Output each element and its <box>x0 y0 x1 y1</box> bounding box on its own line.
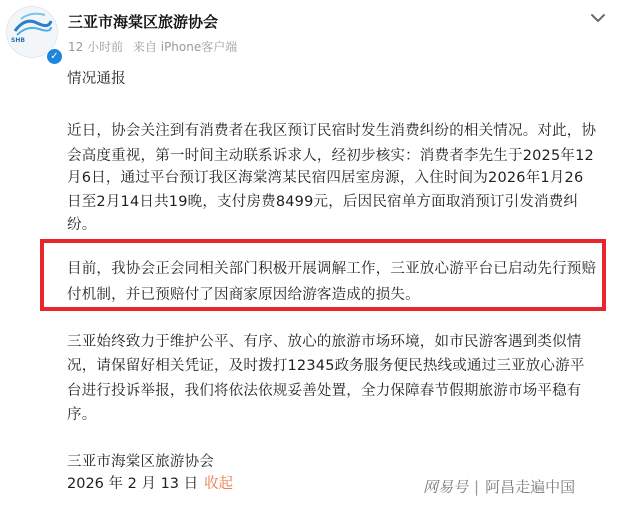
account-name[interactable]: 三亚市海棠区旅游协会 <box>68 13 219 31</box>
signoff-date-row <box>67 472 233 493</box>
post-source: 来自 iPhone客户端 <box>132 40 238 54</box>
paragraph-line: 日至2月14日共19晚，支付房费8499元，后因民宿单方面取消预订引发消费纠 <box>67 194 579 210</box>
paragraph-line: 月6日，通过平台预订我区海棠湾某民宿四居室房源，入住时间为2026年1月26 <box>67 170 584 186</box>
verified-badge-icon: ✓ <box>46 48 63 65</box>
highlighted-line: 付机制，并已预赔付了因商家原因给游客造成的损失。 <box>67 287 420 303</box>
highlighted-line: 目前，我协会正会同相关部门积极开展调解工作，三亚放心游平台已启动先行预赔 <box>67 261 597 277</box>
signoff-date: 2026 年 2 月 13 日 <box>67 476 199 492</box>
collapse-link[interactable]: 收起 <box>204 476 234 492</box>
paragraph-line: 台进行投诉举报，我们将依法依规妥善处置，全力保障春节假期旅游市场平稳有 <box>67 383 582 399</box>
post-heading: 情况通报 <box>67 71 126 87</box>
avatar[interactable] <box>6 6 60 60</box>
post-time: 12 小时前 <box>68 40 124 54</box>
post-header <box>0 0 622 64</box>
paragraph-line: 会高度重视，第一时间主动联系诉求人，经初步核实：消费者李先生于2025年12 <box>67 148 594 164</box>
watermark <box>423 476 575 497</box>
watermark-separator: | <box>474 478 480 496</box>
avatar-logo-text: SHB <box>11 37 25 44</box>
watermark-author: 阿昌走遍中国 <box>485 478 576 496</box>
paragraph-line: 近日，协会关注到有消费者在我区预订民宿时发生消费纠纷的相关情况。对此，协 <box>67 123 597 139</box>
paragraph-line: 三亚始终致力于维护公平、有序、放心的旅游市场环境，如市民游客遇到类似情 <box>67 334 582 350</box>
paragraph-line: 纷。 <box>67 217 97 233</box>
paragraph-line: 况，请保留好相关凭证，及时拨打12345政务服务便民热线或通过三亚放心游平 <box>67 358 585 374</box>
watermark-brand: 网易号 <box>423 478 469 496</box>
signoff-org: 三亚市海棠区旅游协会 <box>67 454 214 470</box>
chevron-down-icon[interactable] <box>588 8 608 28</box>
paragraph-line: 序。 <box>67 407 97 423</box>
post-meta <box>68 38 237 55</box>
